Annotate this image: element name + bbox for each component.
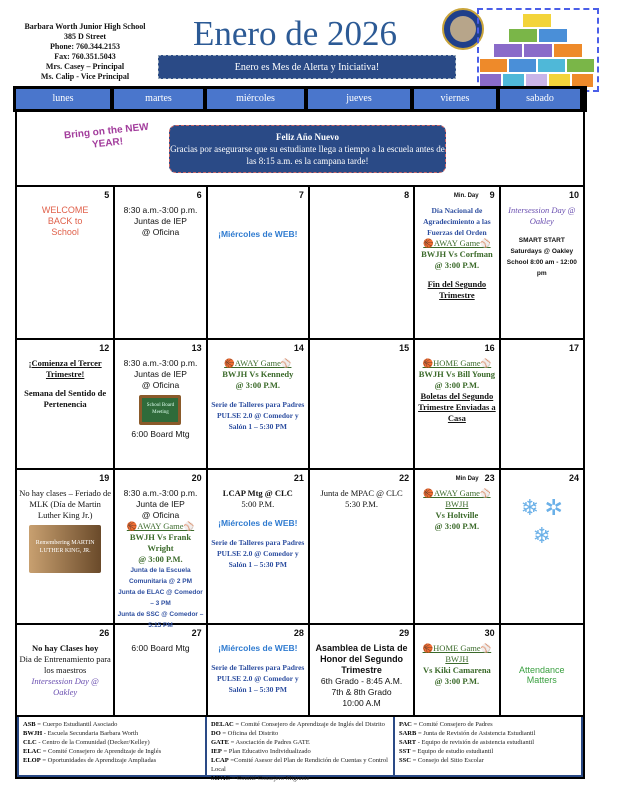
school-info-line: Mrs. Casey – Principal xyxy=(45,62,125,71)
weekday-3: jueves xyxy=(308,89,410,109)
event-text: @ Oficina xyxy=(141,380,180,390)
acronym: SART xyxy=(399,739,417,746)
school-info xyxy=(15,22,155,82)
weekday-0: lunes xyxy=(16,89,110,109)
day-number: 24 xyxy=(568,473,579,483)
day-number: 28 xyxy=(293,628,304,638)
acronym-definition: = Oportunidades de Aprendizaje Ampliadas xyxy=(42,757,157,764)
day-cell xyxy=(115,340,207,468)
school-info-line: 385 D Street xyxy=(63,32,107,41)
day-cell xyxy=(17,470,115,623)
event-text: 7th & 8th Grado xyxy=(331,687,392,697)
day-number: 10 xyxy=(568,190,579,200)
event-text: ¡Comienza el Tercer Trimestre! xyxy=(28,358,102,379)
month-theme-banner: Enero es Mes de Alerta y Iniciativa! xyxy=(158,55,456,79)
event-text: BWJH Vs Kennedy xyxy=(222,369,294,379)
day-number: 15 xyxy=(399,343,410,353)
pyramid-graphic xyxy=(477,8,599,92)
day-number: 29 xyxy=(399,628,410,638)
day-cell xyxy=(310,340,415,468)
announcement-text: Gracias por asegurarse que su estudiante llega a tiempo a la escuela antes de las 8:15 a.m. es la campana tarde! xyxy=(170,144,445,166)
day-cell xyxy=(208,625,310,715)
event-text: @ Oficina xyxy=(141,227,180,237)
legend-entry xyxy=(23,729,201,738)
spacer xyxy=(503,227,581,235)
attendance-graphic: Attendance Matters xyxy=(519,665,565,685)
legend-entry xyxy=(23,747,201,756)
event-text: No hay clases – Feriado de MLK (Día de Martin Luther King Jr.) xyxy=(19,488,112,520)
day-number: 22 xyxy=(399,473,410,483)
spacer xyxy=(210,510,306,518)
weekday-1: martes xyxy=(114,89,203,109)
event-text: SMART START Saturdays @ Oakley School 8:00 am - 12:00 pm xyxy=(506,237,577,277)
day-number: 9 xyxy=(489,190,495,200)
event-text: 8:30 a.m.-3:00 p.m. xyxy=(123,358,198,368)
day-cell xyxy=(115,187,207,338)
acronym: ELAC xyxy=(23,748,42,755)
day-cell xyxy=(17,340,115,468)
acronym: GATE xyxy=(211,739,229,746)
event-text: 5:00 P.M. xyxy=(241,499,275,509)
event-text: 🏀AWAY Game⚾ BWJH xyxy=(423,488,491,509)
event-text: Intersession Day @ Oakley xyxy=(508,205,576,226)
calendar-week xyxy=(17,625,583,717)
event-text: 🏀HOME Game⚾ BWJH xyxy=(422,643,492,664)
legend-entry xyxy=(399,729,577,738)
event-text: No hay Clases hoy xyxy=(31,643,99,653)
spacer xyxy=(417,271,496,279)
day-cell xyxy=(415,340,500,468)
acronym-legend xyxy=(17,717,583,782)
day-cell xyxy=(208,470,310,623)
legend-entry xyxy=(211,756,389,774)
day-number: 8 xyxy=(404,190,410,200)
day-number: 5 xyxy=(104,190,110,200)
day-cell xyxy=(208,340,310,468)
acronym: ASB xyxy=(23,721,36,728)
calendar-week xyxy=(17,340,583,470)
day-number: 23 xyxy=(484,473,495,483)
day-cell xyxy=(415,187,500,338)
legend-column xyxy=(395,717,583,775)
weekday-4: viernes xyxy=(414,89,496,109)
event-text: Fin del Segundo Trimestre xyxy=(427,279,487,300)
acronym-definition: = Comité Consejero de Aprendizaje de Inglés xyxy=(42,748,162,755)
event-text: Juntas de IEP xyxy=(134,369,187,379)
acronym-definition: = Oficina del Distrito xyxy=(222,730,279,737)
acronym-definition: - Centro de la Comunidad (Decker/Kelley) xyxy=(38,739,150,746)
spacer xyxy=(210,221,306,229)
day-number: 17 xyxy=(568,343,579,353)
acronym-definition: = Comité Consejero de Padres xyxy=(413,721,493,728)
event-text: 🏀HOME Game⚾ xyxy=(422,358,492,368)
legend-entry xyxy=(23,720,201,729)
acronym: BWJH xyxy=(23,730,43,737)
day-number: 13 xyxy=(191,343,202,353)
day-cell xyxy=(501,470,583,623)
day-cell xyxy=(501,340,583,468)
acronym-definition: = Plan Educativo Individualizado xyxy=(223,748,311,755)
event-text: 6:00 Board Mtg xyxy=(131,643,190,653)
spacer xyxy=(210,213,306,221)
acronym: PAC xyxy=(399,721,412,728)
event-text: BWJH Vs Frank Wright xyxy=(129,532,192,553)
event-text: Semana del Sentido de Pertenencia xyxy=(24,388,107,409)
school-info-line: Phone: 760.344.2153 xyxy=(50,42,120,51)
snow-graphic: ❄ ✲ ❄ xyxy=(520,495,563,548)
event-text: Vs Holtville xyxy=(435,510,479,520)
calendar-week xyxy=(17,470,583,629)
day-number: 6 xyxy=(196,190,202,200)
legend-column xyxy=(207,717,395,782)
event-text: Asamblea de Lista de Honor del Segundo Trimestre xyxy=(315,643,408,675)
acronym: IEP xyxy=(211,748,222,755)
acronym-definition: = Cuerpo Estudiantil Asociado xyxy=(37,721,118,728)
board-graphic: School Board Meeting xyxy=(139,395,181,425)
weekday-5: sabado xyxy=(500,89,580,109)
event-text: @ Oficina xyxy=(141,510,180,520)
acronym: LCAP xyxy=(211,757,229,764)
legend-entry xyxy=(211,747,389,756)
school-info-line: Barbara Worth Junior High School xyxy=(24,22,146,31)
mlk-graphic: Remembering MARTIN LUTHER KING, JR. xyxy=(29,525,101,573)
day-cell xyxy=(115,470,207,629)
legend-entry xyxy=(23,738,201,747)
legend-column xyxy=(17,717,207,775)
announcement-box xyxy=(169,125,446,173)
calendar-week xyxy=(17,187,583,340)
min-day-label: Min Day xyxy=(455,476,479,482)
event-text: Junta de ELAC @ Comedor – 3 PM xyxy=(118,589,203,607)
welcome-graphic: WELCOME BACK to School xyxy=(41,205,89,237)
event-text: 6th Grado - 8:45 A.M. xyxy=(320,676,403,686)
day-number: 16 xyxy=(484,343,495,353)
acronym-definition: = Asociación de Padres GATE xyxy=(230,739,310,746)
event-text: @ 3:00 P.M. xyxy=(235,380,280,390)
day-number: 20 xyxy=(191,473,202,483)
event-text: ¡Miércoles de WEB! xyxy=(218,229,298,239)
spacer xyxy=(210,205,306,213)
day-cell xyxy=(415,625,500,715)
calendar-grid xyxy=(15,112,585,782)
school-info-line: Ms. Calip - Vice Principal xyxy=(40,72,130,81)
day-cell xyxy=(310,625,415,715)
day-number: 21 xyxy=(293,473,304,483)
legend-entry xyxy=(211,774,389,783)
event-text: 10:00 A.M xyxy=(342,698,381,708)
acronym-definition: = Equipo de estudio estudiantil xyxy=(412,748,494,755)
event-text: Serie de Talleres para Padres PULSE 2.0 @ Comedor y Salón 1 – 5:30 PM xyxy=(211,538,305,569)
acronym-definition: = Comité Consejero Migrante xyxy=(231,775,310,782)
day-cell xyxy=(17,625,115,715)
legend-entry xyxy=(211,720,389,729)
acronym: MPAC xyxy=(211,775,231,782)
event-text: @ 3:00 P.M. xyxy=(434,380,480,390)
acronym: DO xyxy=(211,730,221,737)
day-cell xyxy=(415,470,500,623)
day-number: 30 xyxy=(484,628,495,638)
event-text: 🏀AWAY Game⚾ xyxy=(126,521,195,531)
event-text: @ 3:00 P.M. xyxy=(434,676,480,686)
acronym-definition: = Comité Consejero de Aprendizaje de Inglés del Distrito xyxy=(235,721,385,728)
event-text: @ 3:00 P.M. xyxy=(434,521,480,531)
page-title: Enero de 2026 xyxy=(192,14,398,53)
event-text: ¡Miércoles de WEB! xyxy=(218,643,298,653)
day-cell xyxy=(501,187,583,338)
day-number: 14 xyxy=(293,343,304,353)
new-year-banner-row xyxy=(17,112,583,187)
event-text: ¡Miércoles de WEB! xyxy=(218,518,298,528)
day-number: 27 xyxy=(191,628,202,638)
legend-entry xyxy=(211,729,389,738)
acronym-definition: = Junta de Revisión de Asistencia Estudiantil xyxy=(417,730,536,737)
acronym: ELOP xyxy=(23,757,41,764)
event-text: Serie de Talleres para Padres PULSE 2.0 @ Comedor y Salón 1 – 5:30 PM xyxy=(211,663,305,694)
weekday-header xyxy=(13,86,587,112)
event-text: Juntas de IEP xyxy=(134,216,187,226)
day-number: 26 xyxy=(99,628,110,638)
acronym-definition: - Escuela Secundaria Barbara Worth xyxy=(43,730,139,737)
weekday-2: miércoles xyxy=(207,89,304,109)
event-text: BWJH Vs Bill Young xyxy=(418,369,496,379)
event-text: Serie de Talleres para Padres PULSE 2.0 @ Comedor y Salón 1 – 5:30 PM xyxy=(211,400,305,431)
event-text: LCAP Mtg @ CLC xyxy=(222,488,293,498)
acronym-definition: = Consejo del Sitio Escolar xyxy=(412,757,484,764)
legend-entry xyxy=(399,747,577,756)
spacer xyxy=(210,391,306,399)
event-text: @ 3:00 P.M. xyxy=(138,554,183,564)
day-cell xyxy=(310,187,415,338)
event-text: 8:30 a.m.-3:00 p.m. xyxy=(123,488,198,498)
event-text: Boletas del Segundo Trimestre Enviadas a Casa xyxy=(418,391,496,423)
acronym: DELAC xyxy=(211,721,234,728)
event-text: Junta de MPAC @ CLC 5:30 P.M. xyxy=(320,488,403,509)
legend-entry xyxy=(399,720,577,729)
acronym: SARB xyxy=(399,730,417,737)
announcement-heading: Feliz Año Nuevo xyxy=(276,132,339,142)
event-text: Junta de SSC @ Comedor – 5:15 PM xyxy=(117,611,204,629)
spacer xyxy=(210,529,306,537)
new-year-graphic: Bring on the NEW YEAR! xyxy=(63,121,150,151)
day-number: 12 xyxy=(99,343,110,353)
acronym-definition: - Equipo de revisión de asistencia estudiantil xyxy=(417,739,534,746)
day-cell xyxy=(310,470,415,623)
event-text: 🏀AWAY Game⚾ xyxy=(423,238,491,248)
spacer xyxy=(210,654,306,662)
event-text: Dia de Entrenamiento para los maestros xyxy=(19,654,111,675)
day-number: 7 xyxy=(298,190,304,200)
legend-entry xyxy=(23,756,201,765)
acronym: CLC xyxy=(23,739,37,746)
day-cell xyxy=(17,187,115,338)
day-cell xyxy=(501,625,583,715)
spacer xyxy=(19,380,111,388)
legend-entry xyxy=(399,738,577,747)
event-text: Día Nacional de Agradecimiento a las Fuerzas del Orden xyxy=(423,206,491,237)
event-text: Junta de la Escuela Comunitaria @ 2 PM xyxy=(128,567,192,585)
event-text: 🏀AWAY Game⚾ xyxy=(224,358,292,368)
school-info-line: Fax: 760.351.5043 xyxy=(54,52,116,61)
event-text: @ 3:00 P.M. xyxy=(434,260,480,270)
day-cell xyxy=(115,625,207,715)
day-cell xyxy=(208,187,310,338)
legend-entry xyxy=(211,738,389,747)
legend-entry xyxy=(399,756,577,765)
acronym-definition: =Comité Asesor del Plan de Rendición de Cuentas y Control Local xyxy=(211,757,388,773)
event-text: 6:00 Board Mtg xyxy=(131,429,190,439)
min-day-label: Min. Day xyxy=(453,193,479,199)
event-text: Junta de IEP xyxy=(136,499,185,509)
acronym: SSC xyxy=(399,757,411,764)
event-text: BWJH Vs Corfman xyxy=(421,249,493,259)
acronym: SST xyxy=(399,748,411,755)
day-number: 19 xyxy=(99,473,110,483)
event-text: Intersession Day @ Oakley xyxy=(31,676,99,697)
event-text: 8:30 a.m.-3:00 p.m. xyxy=(123,205,198,215)
event-text: Vs Kiki Camarena xyxy=(422,665,491,675)
